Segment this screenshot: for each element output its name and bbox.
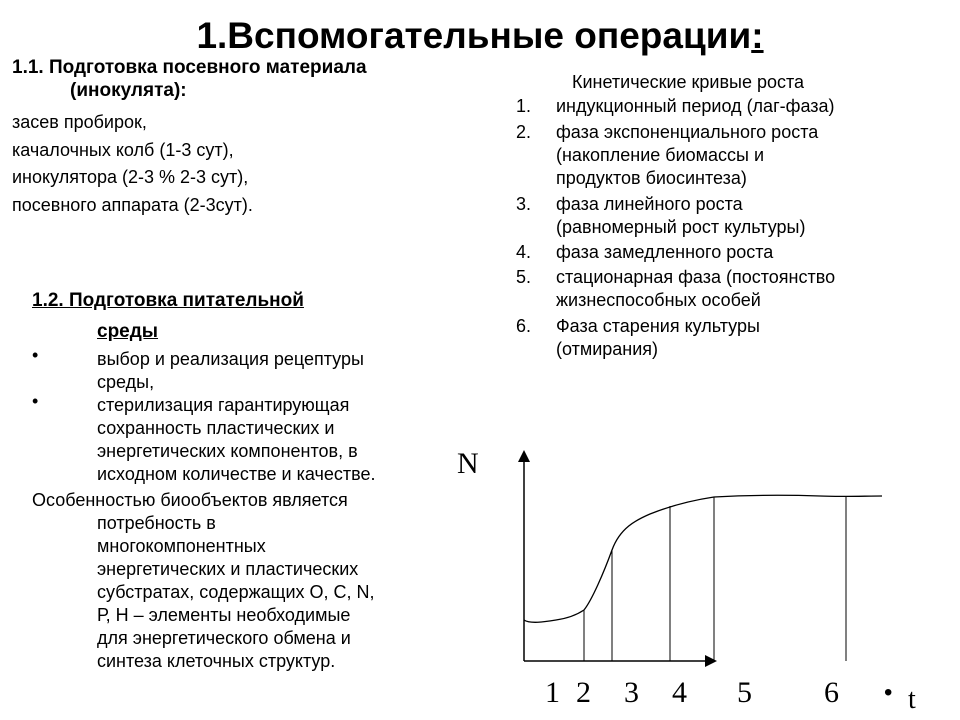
note-line: синтеза клеточных структур.: [97, 651, 336, 671]
kinetics-item-line: жизнеспособных особей: [556, 290, 761, 310]
kinetics-item-line: индукционный период (лаг-фаза): [556, 96, 835, 116]
kinetics-item-line: фаза экспоненциального роста: [556, 122, 819, 142]
x-axis-label: t: [908, 684, 916, 715]
kinetics-heading: Кинетические кривые роста: [572, 72, 805, 92]
note-line: Особенностью биообъектов является: [32, 490, 348, 510]
kinetics-item-line: (равномерный рост культуры): [556, 217, 806, 237]
y-axis-label: N: [457, 447, 479, 480]
growth-curve-diagram: [500, 440, 940, 710]
bullet-line: сохранность пластических и: [97, 418, 335, 438]
kinetics-item-line: стационарная фаза (постоянство: [556, 267, 836, 287]
section-1-1-heading-cont: (инокулята):: [70, 80, 187, 101]
note-line: субстратах, содержащих О, С, N,: [97, 582, 375, 602]
section-1-2-heading: 1.2. Подготовка питательной: [32, 290, 304, 311]
kinetics-item-number: 4.: [516, 242, 532, 262]
bullet-icon: •: [32, 391, 39, 411]
bullet-icon: •: [884, 679, 893, 706]
bullet-line: энергетических компонентов, в: [97, 441, 358, 461]
phase-label: 6: [824, 676, 839, 709]
section-1-1-heading: 1.1. Подготовка посевного материала: [12, 57, 367, 78]
phase-label: 4: [672, 676, 687, 709]
kinetics-item-line: (накопление биомассы и: [556, 145, 765, 165]
kinetics-item-number: 1.: [516, 96, 532, 116]
title-colon: :: [751, 15, 764, 56]
note-line: энергетических и пластических: [97, 559, 359, 579]
page-title: [0, 14, 960, 58]
bullet-icon: •: [32, 345, 39, 365]
section-1-1-line: посевного аппарата (2-3сут).: [12, 195, 253, 215]
y-axis-arrow-icon: [518, 450, 530, 462]
bullet-line: выбор и реализация рецептуры: [97, 349, 364, 369]
kinetics-item-line: фаза замедленного роста: [556, 242, 774, 262]
section-1-1-line: качалочных колб (1-3 сут),: [12, 140, 234, 160]
section-1-1-line: засев пробирок,: [12, 112, 147, 132]
kinetics-item-number: 2.: [516, 122, 532, 142]
bullet-line: стерилизация гарантирующая: [97, 395, 350, 415]
kinetics-item-number: 6.: [516, 316, 532, 336]
note-line: Р, Н – элементы необходимые: [97, 605, 351, 625]
kinetics-item-line: продуктов биосинтеза): [556, 168, 747, 188]
phase-label: 1: [545, 676, 560, 709]
note-line: потребность в: [97, 513, 216, 533]
kinetics-item-line: Фаза старения культуры: [556, 316, 760, 336]
phase-label: 5: [737, 676, 752, 709]
kinetics-item-line: фаза линейного роста: [556, 194, 743, 214]
section-1-1-line: инокулятора (2-3 % 2-3 сут),: [12, 167, 249, 187]
bullet-line: исходном количестве и качестве.: [97, 464, 376, 484]
x-axis-arrow-icon: [705, 655, 717, 667]
kinetics-item-number: 5.: [516, 267, 532, 287]
title-text: 1.Вспомогательные операции: [196, 15, 752, 56]
kinetics-item-number: 3.: [516, 194, 532, 214]
kinetics-item-line: (отмирания): [556, 339, 659, 359]
phase-label: 2: [576, 676, 591, 709]
phase-label: 3: [624, 676, 639, 709]
note-line: для энергетического обмена и: [97, 628, 351, 648]
section-1-2-heading-cont: среды: [97, 321, 159, 342]
note-line: многокомпонентных: [97, 536, 266, 556]
bullet-line: среды,: [97, 372, 155, 392]
growth-curve: [524, 495, 882, 622]
